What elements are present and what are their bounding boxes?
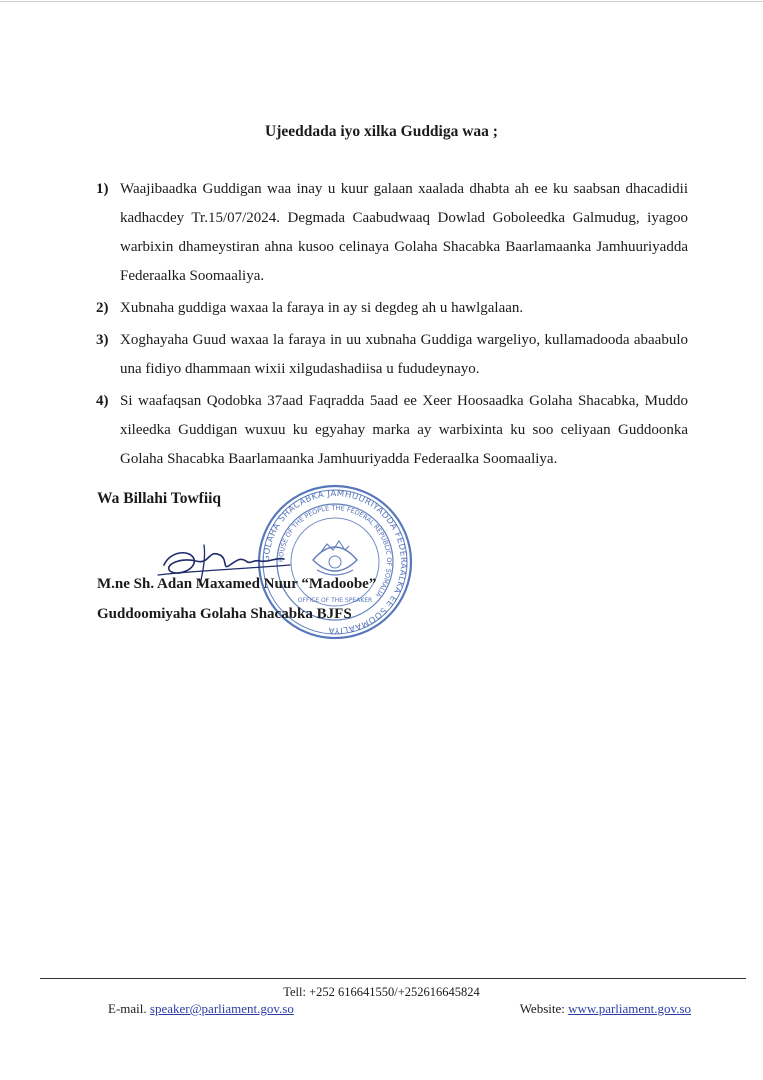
item-text: Xoghayaha Guud waxaa la faraya in uu xubnaha Guddiga wargeliyo, kullamadooda abaabulo una fidiyo dhammaan wixii xilgudashadiisa u fududeynayo. [120,332,688,377]
email-label: E-mail. [108,1001,147,1016]
section-heading: Ujeeddada iyo xilka Guddiga waa ; [265,123,498,140]
footer-divider [40,978,746,979]
list-item [96,294,688,323]
seal-emblem-icon [313,541,357,575]
item-number: 2) [96,300,109,316]
website-link[interactable]: www.parliament.gov.so [568,1001,691,1016]
item-number: 1) [96,181,109,197]
closing-phrase: Wa Billahi Towfiiq [97,490,222,507]
item-number: 3) [96,332,109,348]
item-text: Waajibaadka Guddigan waa inay u kuur galaan xaalada dhabta ah ee ku saabsan dhacadidii kadhacdey Tr.15/07/2024. Degmada Caabudwaaq Dowlad Goboleedka Galmudug, iyagoo warbixin dhameystiran ahna kusoo celinaya Golaha Shacabka Baarlamaanka Jamhuuriyadda Federaalka Soomaaliya. [120,181,688,284]
item-number: 4) [96,393,109,409]
seal-bottom-text: OFFICE OF THE SPEAKER [297,597,373,604]
signatory-title: Guddoomiyaha Golaha Shacabka BJFS [97,606,352,622]
footer-website [520,1001,691,1017]
list-item [96,326,688,384]
footer-telephone: Tell: +252 616641550/+252616645824 [283,985,480,999]
seal-inner-text: HOUSE OF THE PEOPLE THE FEDERAL REPUBLIC OF SOMALIA [276,503,394,599]
seal-outer-text: GOLAHA SHACABKA JAMHUURIYADDA FEDERAALKA EE SOOMAALIYA [261,488,409,636]
email-link[interactable]: speaker@parliament.gov.so [149,1001,294,1016]
list-item [96,175,688,291]
item-text: Xubnaha guddiga waxaa la faraya in ay si degdeg ah u hawlgalaan. [120,300,524,316]
item-text: Si waafaqsan Qodobka 37aad Faqradda 5aad ee Xeer Hoosaadka Golaha Shacabka, Muddo xileedka Guddigan wuxuu ku egyahay marka ay warbixinta ku soo celiyaan Guddoonka Golaha Shacabka Baarlamaanka Jamhuuriyadda Federaalka Soomaaliya. [120,393,688,467]
list-item [96,387,688,474]
footer-email [108,1001,294,1017]
signatory-name: M.ne Sh. Adan Maxamed Nuur “Madoobe” [97,576,377,592]
numbered-list [96,175,688,477]
top-border-line [0,1,763,2]
website-label: Website: [519,1001,565,1016]
